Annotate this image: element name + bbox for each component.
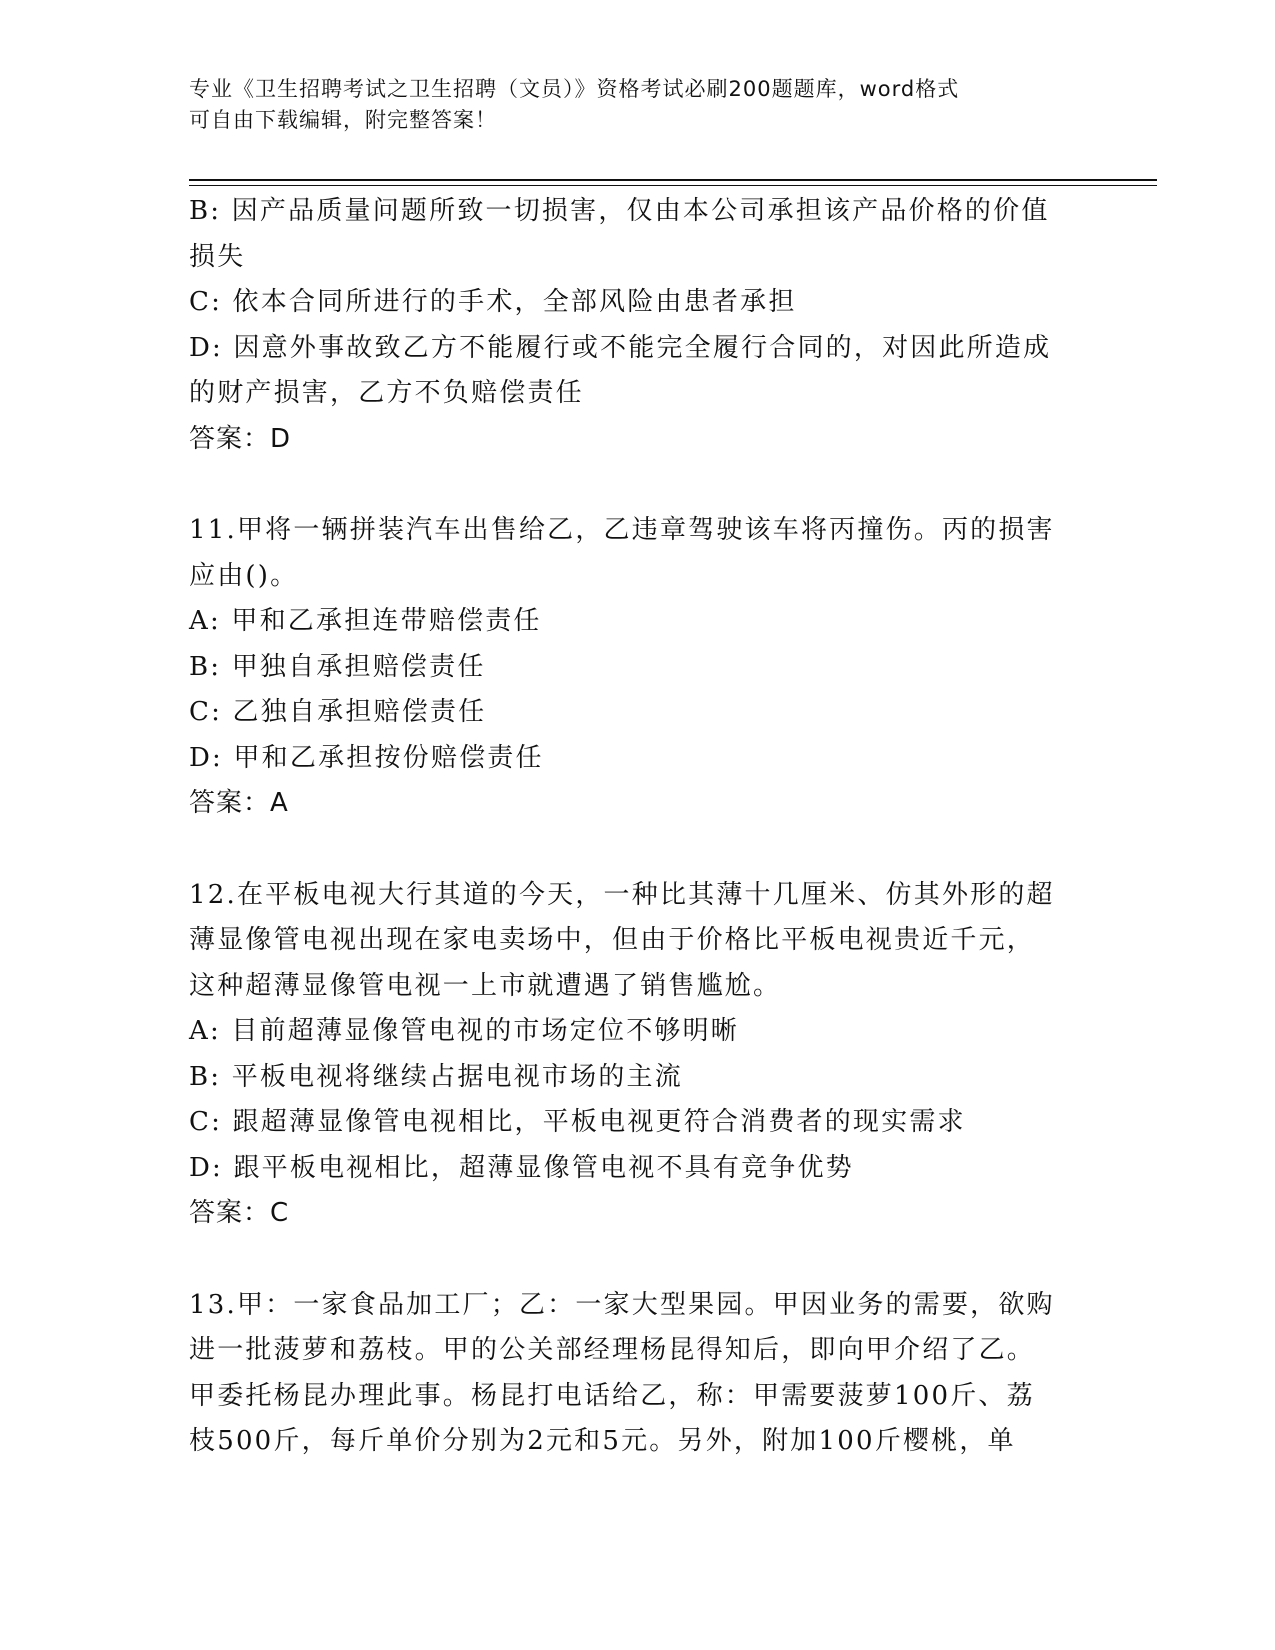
option-d: D: 跟平板电视相比，超薄显像管电视不具有竞争优势 (189, 1152, 854, 1183)
question-stem-line-3: 甲委托杨昆办理此事。杨昆打电话给乙，称：甲需要菠萝100斤、荔 (189, 1380, 1035, 1411)
option-c: C: 跟超薄显像管电视相比，平板电视更符合消费者的现实需求 (189, 1107, 966, 1137)
header-divider (189, 179, 1157, 181)
question-stem-line-4: 枝500斤，每斤单价分别为2元和5元。另外，附加100斤樱桃，单 (189, 1426, 1016, 1456)
option-b: B: 甲独自承担赔偿责任 (189, 651, 486, 682)
question-stem-line-1: 12.在平板电视大行其道的今天，一种比其薄十几厘米、仿其外形的超 (189, 879, 1055, 910)
option-a: A: 目前超薄显像管电视的市场定位不够明晰 (189, 1016, 740, 1046)
option-c: C: 乙独自承担赔偿责任 (189, 697, 487, 727)
option-b-line-2: 损失 (189, 241, 246, 272)
answer: 答案：D (189, 423, 292, 454)
option-d-line-2: 的财产损害，乙方不负赔偿责任 (189, 378, 584, 408)
answer: 答案：C (189, 1198, 290, 1228)
question-12 (189, 873, 1089, 1237)
header-divider-thin (189, 185, 1157, 186)
question-10-continued (189, 189, 1089, 462)
question-stem-line-2: 薄显像管电视出现在家电卖场中，但由于价格比平板电视贵近千元， (189, 925, 1036, 955)
option-b: B: 平板电视将继续占据电视市场的主流 (189, 1061, 683, 1092)
option-d-line-1: D: 因意外事故致乙方不能履行或不能完全履行合同的，对因此所造成 (189, 332, 1052, 363)
question-stem-line-2: 应由()。 (189, 560, 299, 591)
page-header (189, 74, 1089, 136)
question-list (189, 189, 1089, 1465)
spacer (189, 462, 1089, 508)
option-d: D: 甲和乙承担按份赔偿责任 (189, 742, 544, 773)
question-stem-line-1: 13.甲：一家食品加工厂；乙：一家大型果园。甲因业务的需要，欲购 (189, 1289, 1055, 1320)
question-stem-line-2: 进一批菠萝和荔枝。甲的公关部经理杨昆得知后，即向甲介绍了乙。 (189, 1335, 1036, 1365)
option-c: C: 依本合同所进行的手术，全部风险由患者承担 (189, 287, 797, 317)
option-b-line-1: B: 因产品质量问题所致一切损害，仅由本公司承担该产品价格的价值 (189, 196, 1050, 226)
option-a: A: 甲和乙承担连带赔偿责任 (189, 606, 542, 636)
header-title-line-2: 可自由下载编辑，附完整答案！ (189, 108, 497, 132)
question-stem-line-1: 11.甲将一辆拼装汽车出售给乙，乙违章驾驶该车将丙撞伤。丙的损害 (189, 515, 1055, 545)
header-title-line-1: 专业《卫生招聘考试之卫生招聘（文员）》资格考试必刷200题题库，word格式 (189, 77, 960, 101)
question-stem-line-3: 这种超薄显像管电视一上市就遭遇了销售尴尬。 (189, 970, 782, 1001)
question-13 (189, 1283, 1089, 1465)
answer: 答案：A (189, 788, 289, 818)
question-11 (189, 508, 1089, 827)
spacer (189, 827, 1089, 873)
spacer (189, 1237, 1089, 1283)
